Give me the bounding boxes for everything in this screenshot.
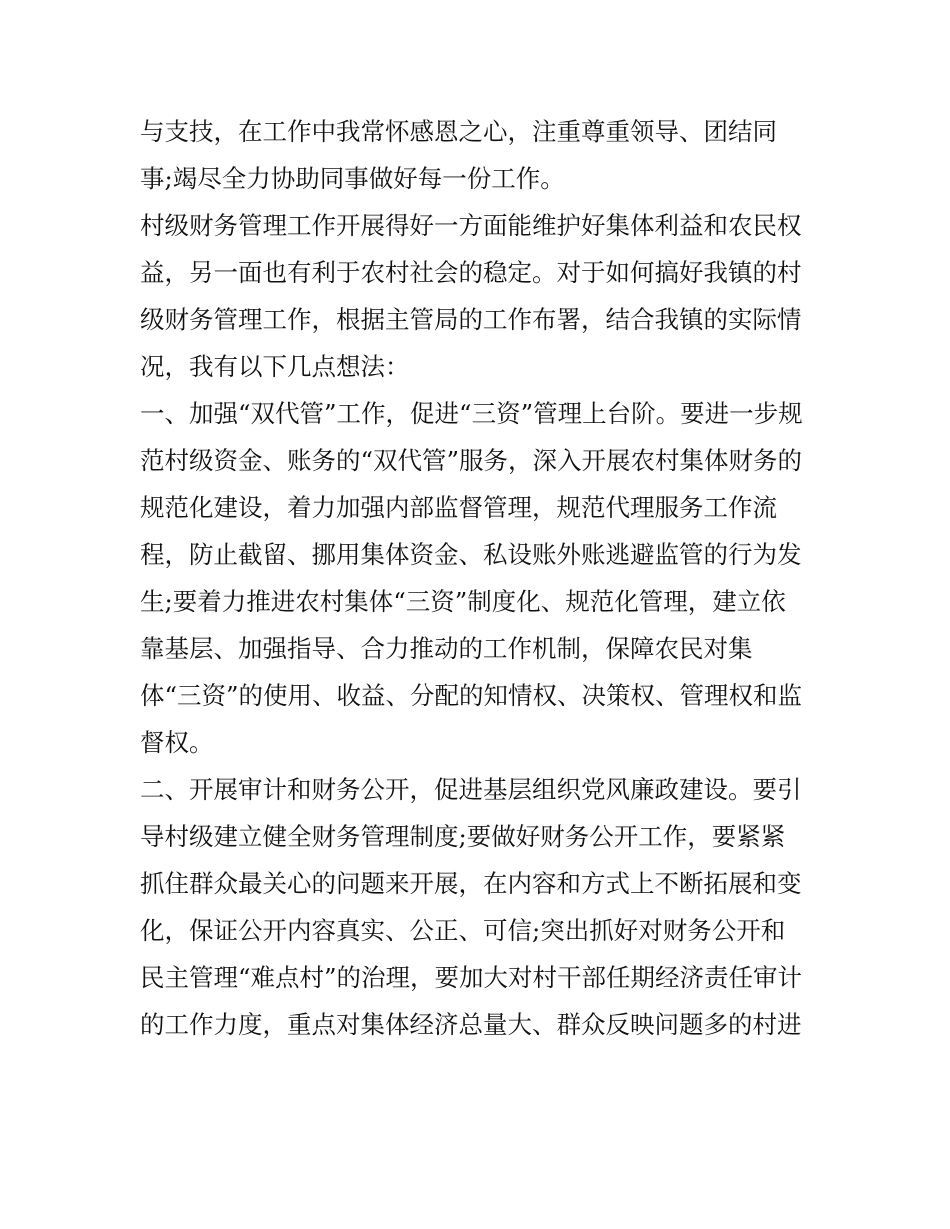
text-line: 督权。 xyxy=(140,728,214,757)
text-line: 导村级建立健全财务管理制度;要做好财务公开工作，要紧紧 xyxy=(140,822,786,851)
text-line: 事;竭尽全力协助同事做好每一份工作。 xyxy=(140,164,565,193)
text-line: 村级财务管理工作开展得好一方面能维护好集体利益和农民权 xyxy=(140,211,802,240)
text-line: 益，另一面也有利于农村社会的稳定。对于如何搞好我镇的村 xyxy=(140,258,802,287)
text-line: 规范化建设，着力加强内部监督管理，规范代理服务工作流 xyxy=(140,493,777,522)
text-line: 一、加强“双代管”工作，促进“三资”管理上台阶。要进一步规 xyxy=(140,399,803,428)
text-line: 范村级资金、账务的“双代管”服务，深入开展农村集体财务的 xyxy=(140,446,803,475)
document-body xyxy=(140,108,820,1048)
text-line: 抓住群众最关心的问题来开展，在内容和方式上不断拓展和变 xyxy=(140,869,802,898)
text-line: 与支技，在工作中我常怀感恩之心，注重尊重领导、团结同 xyxy=(140,117,777,146)
text-line: 二、开展审计和财务公开，促进基层组织党风廉政建设。要引 xyxy=(140,775,802,804)
text-line: 体“三资”的使用、收益、分配的知情权、决策权、管理权和监 xyxy=(140,681,803,710)
text-line: 民主管理“难点村”的治理，要加大对村干部任期经济责任审计 xyxy=(140,963,803,992)
text-line: 的工作力度，重点对集体经济总量大、群众反映问题多的村进 xyxy=(140,1010,802,1039)
text-line: 化，保证公开内容真实、公正、可信;突出抓好对财务公开和 xyxy=(140,916,786,945)
text-line: 况，我有以下几点想法： xyxy=(140,352,410,381)
text-line: 级财务管理工作，根据主管局的工作布署，结合我镇的实际情 xyxy=(140,305,802,334)
text-line: 程，防止截留、挪用集体资金、私设账外账逃避监管的行为发 xyxy=(140,540,802,569)
text-line: 靠基层、加强指导、合力推动的工作机制，保障农民对集 xyxy=(140,634,753,663)
text-line: 生;要着力推进农村集体“三资”制度化、规范化管理，建立依 xyxy=(140,587,786,616)
